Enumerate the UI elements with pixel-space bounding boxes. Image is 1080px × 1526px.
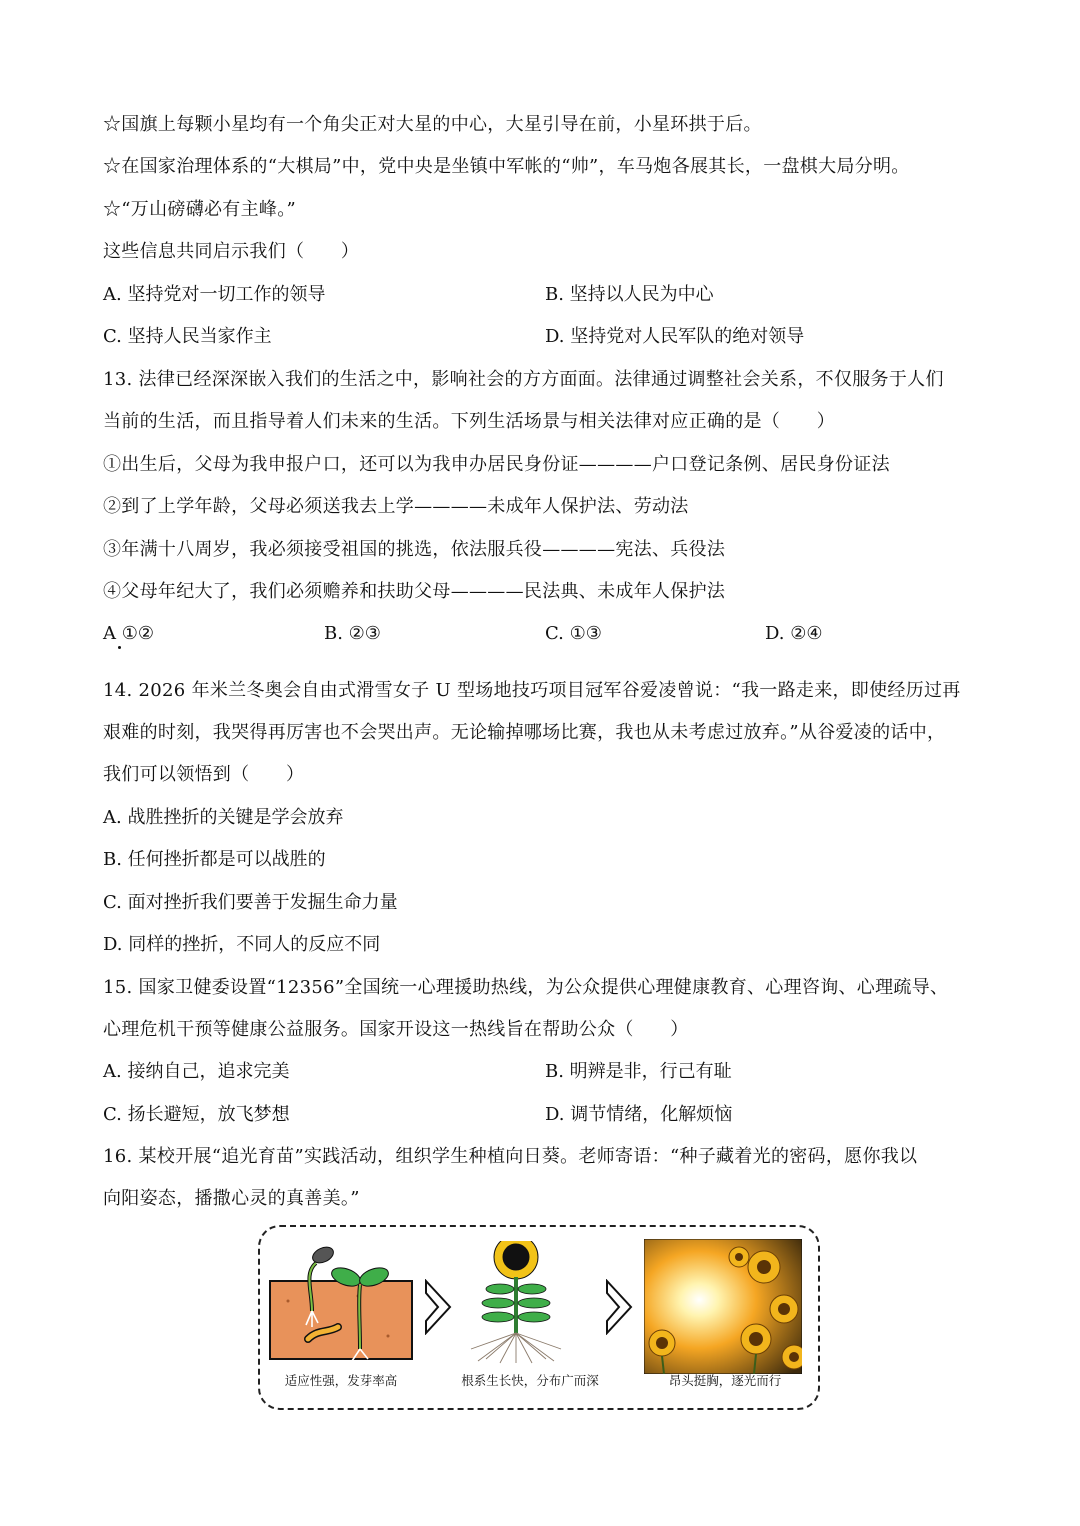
chevron-right-icon bbox=[605, 1279, 635, 1335]
stem-line-1: ☆国旗上每颗小星均有一个角尖正对大星的中心，大星引导在前，小星环拱于后。 bbox=[103, 114, 762, 135]
caption-sunlight: 昂头挺胸，逐光而行 bbox=[668, 1373, 782, 1388]
q14-line-1: 14. 2026 年米兰冬奥会自由式滑雪女子 U 型场地技巧项目冠军谷爱凌曾说：“我一路走来，即使经历过再 bbox=[103, 680, 961, 701]
q12-option-b[interactable]: B. 坚持以人民为中心 bbox=[545, 284, 714, 305]
stem-line-3: ☆“万山磅礴必有主峰。” bbox=[103, 199, 297, 220]
q13-line-1: 13. 法律已经深深嵌入我们的生活之中，影响社会的方方面面。法律通过调整社会关系，不仅服务于人们 bbox=[103, 369, 944, 390]
q15-option-a[interactable]: A. 接纳自己，追求完美 bbox=[103, 1061, 290, 1082]
q13-line-2: 当前的生活，而且指导着人们未来的生活。下列生活场景与相关法律对应正确的是（ ） bbox=[103, 411, 835, 432]
q13-item-3: ③年满十八周岁，我必须接受祖国的挑选，依法服兵役————宪法、兵役法 bbox=[103, 539, 726, 560]
q13-item-2: ②到了上学年龄，父母必须送我去上学————未成年人保护法、劳动法 bbox=[103, 496, 689, 517]
sunflower-growth-figure bbox=[258, 1225, 820, 1410]
q14-line-2: 艰难的时刻，我哭得再厉害也不会哭出声。无论输掉哪场比赛，我也从未考虑过放弃。”从谷爱凌的话中， bbox=[103, 722, 946, 743]
chevron-right-icon bbox=[424, 1279, 454, 1335]
q13-option-d[interactable]: D. ②④ bbox=[765, 623, 823, 644]
stem-question: 这些信息共同启示我们（ ） bbox=[103, 241, 360, 262]
q13-item-4: ④父母年纪大了，我们必须赡养和扶助父母————民法典、未成年人保护法 bbox=[103, 581, 726, 602]
q14-option-d[interactable]: D. 同样的挫折，不同人的反应不同 bbox=[103, 934, 381, 955]
q14-line-3: 我们可以领悟到（ ） bbox=[103, 764, 305, 785]
q16-line-2: 向阳姿态，播撒心灵的真善美。” bbox=[103, 1188, 360, 1209]
q15-option-d[interactable]: D. 调节情绪，化解烦恼 bbox=[545, 1104, 733, 1125]
q14-option-a[interactable]: A. 战胜挫折的关键是学会放弃 bbox=[103, 807, 344, 828]
sunflowers-sunlight-illustration bbox=[644, 1239, 802, 1374]
q13-option-c[interactable]: C. ①③ bbox=[545, 623, 602, 644]
q14-option-c[interactable]: C. 面对挫折我们要善于发掘生命力量 bbox=[103, 892, 398, 913]
sunflower-roots-illustration bbox=[456, 1241, 602, 1364]
q14-option-b[interactable]: B. 任何挫折都是可以战胜的 bbox=[103, 849, 326, 870]
caption-seedling: 适应性强，发芽率高 bbox=[284, 1373, 398, 1388]
caption-roots: 根系生长快，分布广而深 bbox=[461, 1373, 599, 1388]
seedling-illustration bbox=[268, 1241, 414, 1364]
q13-item-1: ①出生后，父母为我申报户口，还可以为我申办居民身份证————户口登记条例、居民身份证法 bbox=[103, 454, 890, 475]
q16-line-1: 16. 某校开展“追光育苗”实践活动，组织学生种植向日葵。老师寄语：“种子藏着光的密码，愿你我以 bbox=[103, 1146, 918, 1167]
q13-option-b[interactable]: B. ②③ bbox=[324, 623, 381, 644]
q15-line-1: 15. 国家卫健委设置“12356”全国统一心理援助热线，为公众提供心理健康教育、心理咨询、心理疏导、 bbox=[103, 977, 949, 998]
q12-option-a[interactable]: A. 坚持党对一切工作的领导 bbox=[103, 284, 326, 305]
stem-line-2: ☆在国家治理体系的“大棋局”中，党中央是坐镇中军帐的“帅”，车马炮各展其长，一盘棋大局分明。 bbox=[103, 156, 910, 177]
q13-option-a[interactable]: A ①② bbox=[103, 623, 154, 644]
q15-option-c[interactable]: C. 扬长避短，放飞梦想 bbox=[103, 1104, 290, 1125]
q12-option-c[interactable]: C. 坚持人民当家作主 bbox=[103, 326, 272, 347]
stray-dot bbox=[118, 646, 121, 649]
q12-option-d[interactable]: D. 坚持党对人民军队的绝对领导 bbox=[545, 326, 805, 347]
q15-line-2: 心理危机干预等健康公益服务。国家开设这一热线旨在帮助公众（ ） bbox=[103, 1019, 689, 1040]
q15-option-b[interactable]: B. 明辨是非，行己有耻 bbox=[545, 1061, 732, 1082]
